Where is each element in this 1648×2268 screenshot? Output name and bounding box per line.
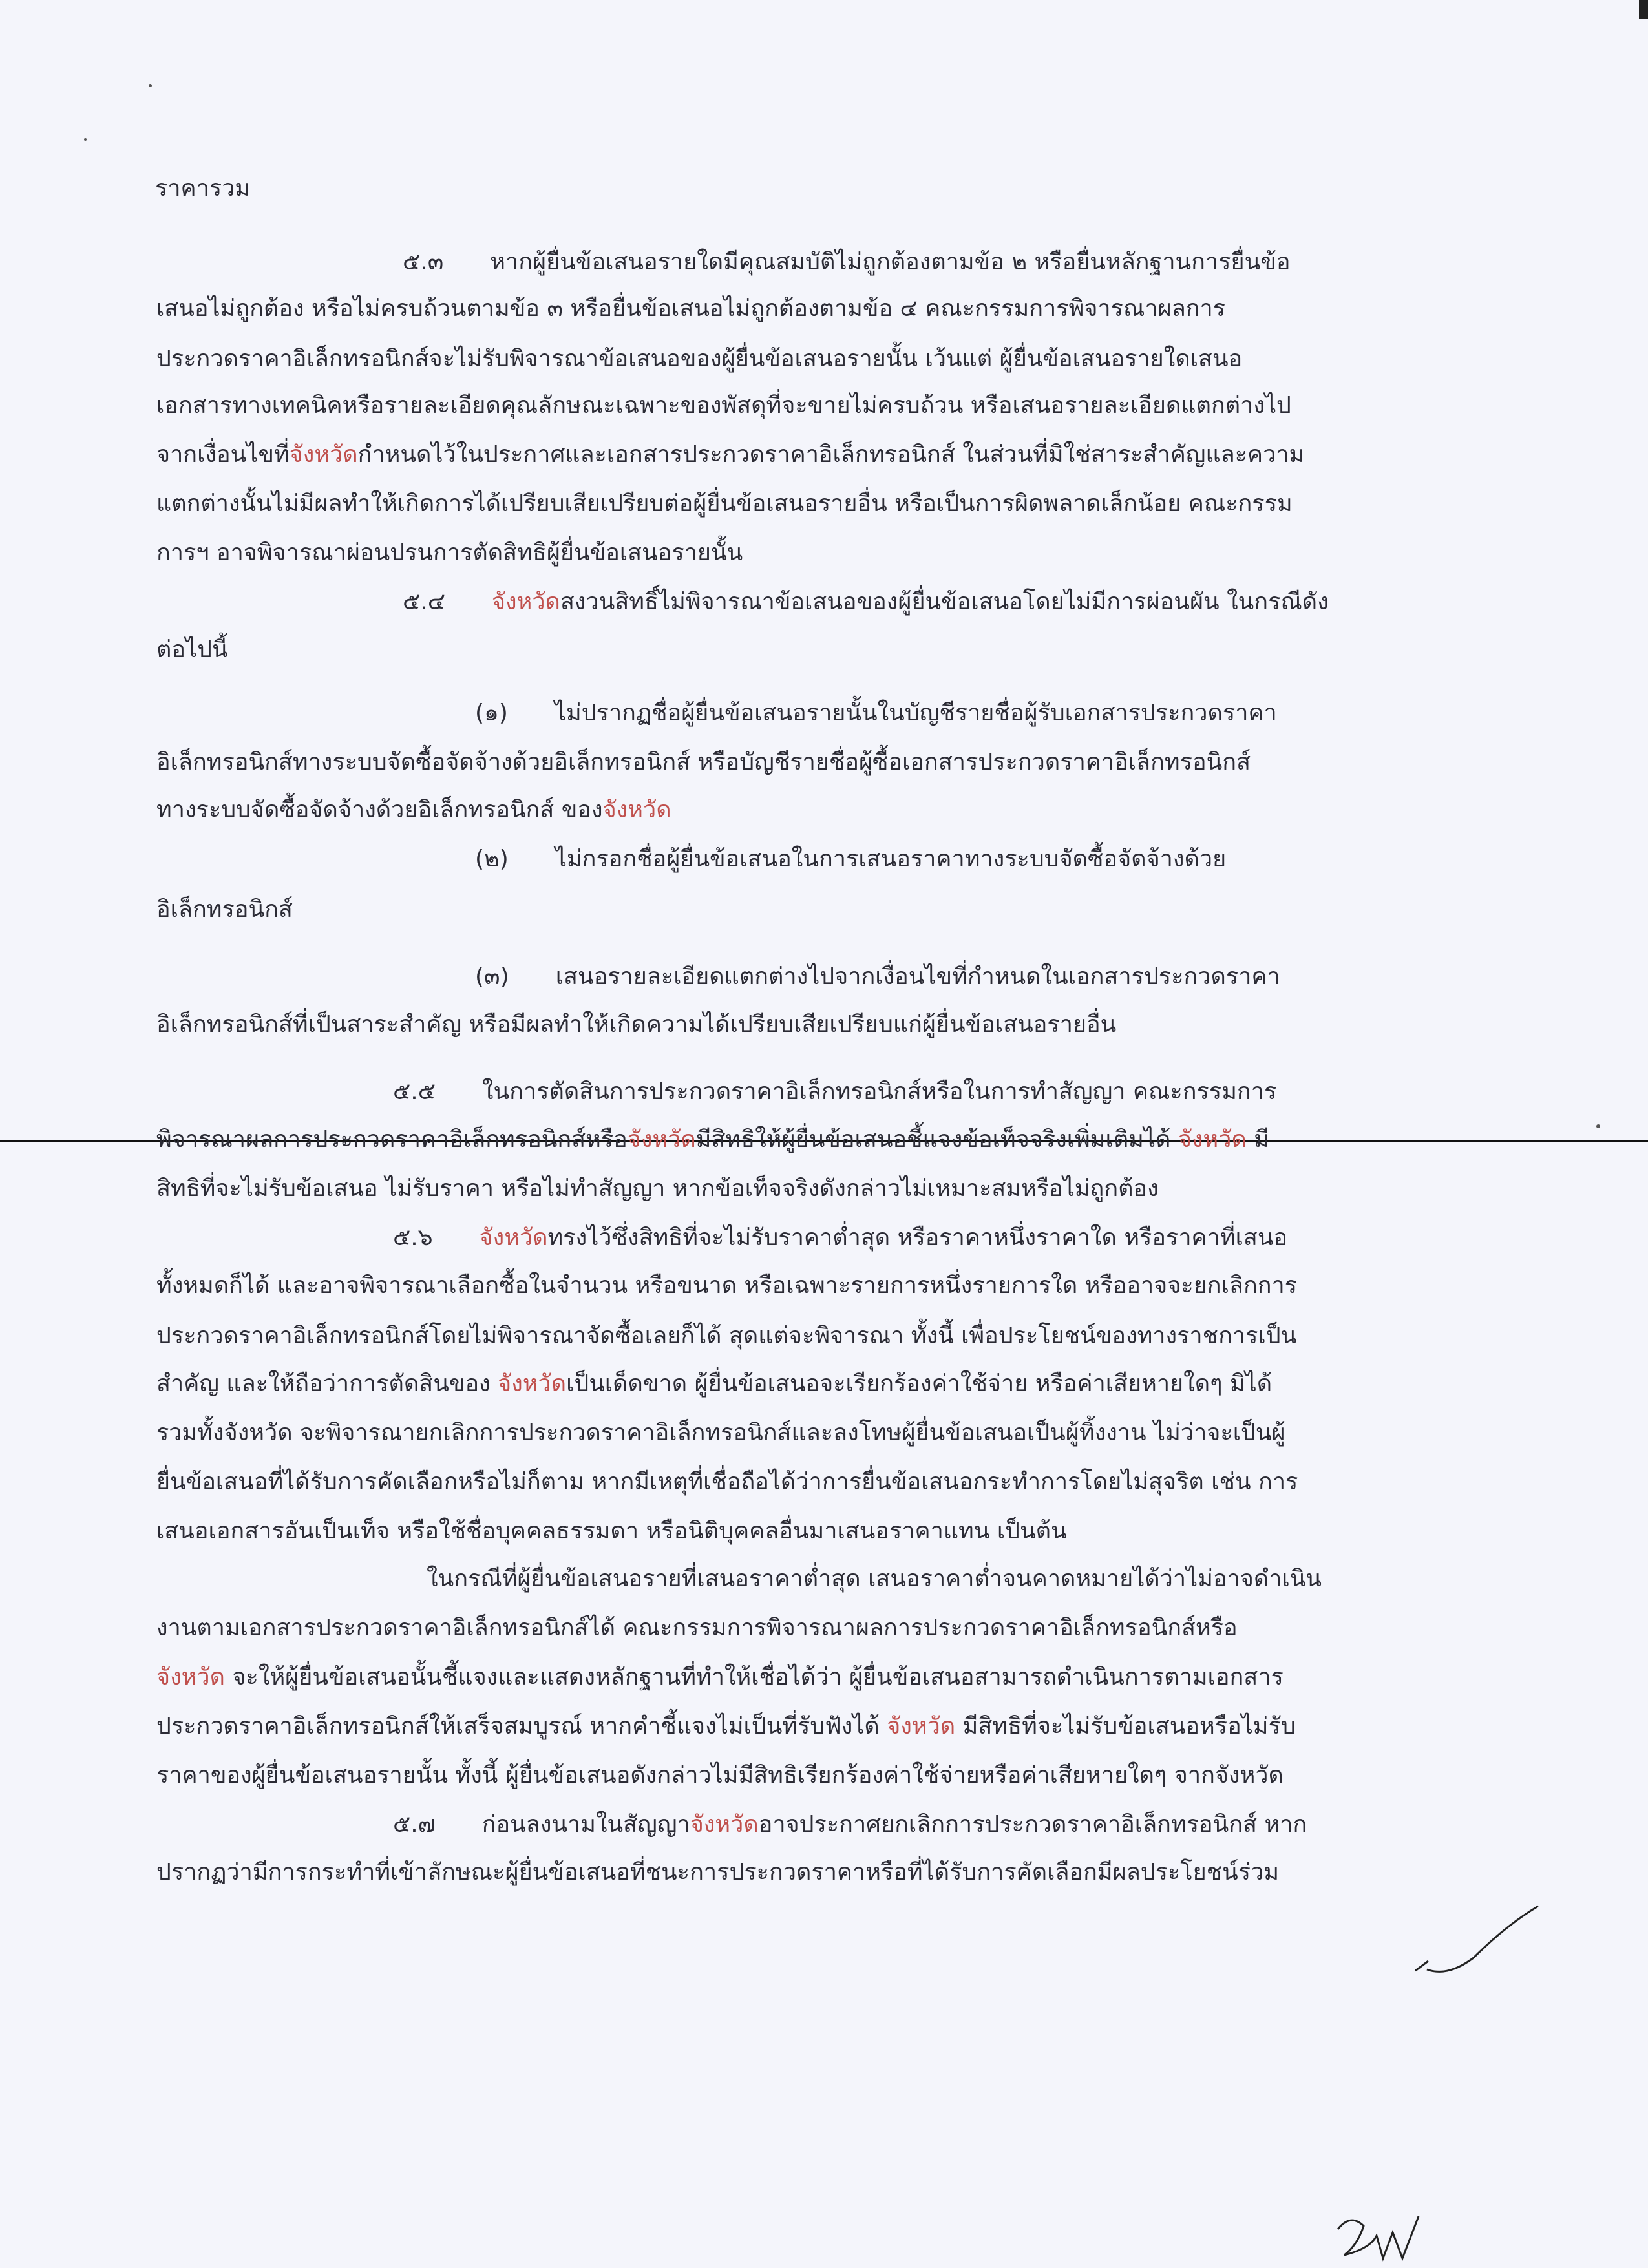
line-19: สิทธิที่จะไม่รับข้อเสนอ ไม่รับราคา หรือไม่ทำสัญญา หากข้อเท็จจริงดังกล่าวไม่เหมาะสมหรือไม่ถูกต้อง bbox=[156, 1175, 1159, 1202]
line-16: อิเล็กทรอนิกส์ที่เป็นสาระสำคัญ หรือมีผลทำให้เกิดความได้เปรียบเสียเปรียบแก่ผู้ยื่นข้อเสนอรายอื่น bbox=[156, 1011, 1117, 1038]
line-21: ทั้งหมดก็ได้ และอาจพิจารณาเลือกซื้อในจำนวน หรือขนาด หรือเฉพาะรายการหนึ่งรายการใด หรืออาจจะยกเลิกการ bbox=[156, 1272, 1298, 1299]
line-17: ๕.๕ ในการตัดสินการประกวดราคาอิเล็กทรอนิกส์หรือในการทำสัญญา คณะกรรมการ bbox=[393, 1078, 1277, 1105]
scan-speck bbox=[84, 138, 87, 141]
line-12: ทางระบบจัดซื้อจัดจ้างด้วยอิเล็กทรอนิกส์ ของจังหวัด bbox=[156, 797, 671, 823]
scan-speck bbox=[149, 84, 152, 87]
line-13: (๒) ไม่กรอกชื่อผู้ยื่นข้อเสนอในการเสนอราคาทางระบบจัดซื้อจัดจ้างด้วย bbox=[475, 846, 1227, 872]
line-4: เอกสารทางเทคนิคหรือรายละเอียดคุณลักษณะเฉพาะของพัสดุที่จะขายไม่ครบถ้วน หรือเสนอรายละเอียดแตกต่างไป bbox=[156, 392, 1291, 419]
line-32: ๕.๗ ก่อนลงนามในสัญญาจังหวัดอาจประกาศยกเลิกการประกวดราคาอิเล็กทรอนิกส์ หาก bbox=[393, 1811, 1307, 1838]
line-14: อิเล็กทรอนิกส์ bbox=[156, 896, 293, 923]
line-3: ประกวดราคาอิเล็กทรอนิกส์จะไม่รับพิจารณาข้อเสนอของผู้ยื่นข้อเสนอรายนั้น เว้นแต่ ผู้ยื่นข้อเสนอรายใดเสนอ bbox=[156, 346, 1243, 372]
line-25: ยื่นข้อเสนอที่ได้รับการคัดเลือกหรือไม่ก็ตาม หากมีเหตุที่เชื่อถือได้ว่าการยื่นข้อเสนอกระทำการโดยไม่สุจริต เช่น การ bbox=[156, 1469, 1298, 1495]
handwritten-initials bbox=[1331, 2210, 1435, 2268]
scan-edge-mark bbox=[1639, 0, 1648, 19]
line-5: จากเงื่อนไขที่จังหวัดกำหนดไว้ในประกาศและเอกสารประกวดราคาอิเล็กทรอนิกส์ ในส่วนที่มิใช่สาระสำคัญและความ bbox=[156, 441, 1305, 468]
line-23: สำคัญ และให้ถือว่าการตัดสินของ จังหวัดเป็นเด็ดขาด ผู้ยื่นข้อเสนอจะเรียกร้องค่าใช้จ่าย หรือค่าเสียหายใดๆ มิได้ bbox=[156, 1370, 1273, 1397]
line-10: (๑) ไม่ปรากฏชื่อผู้ยื่นข้อเสนอรายนั้นในบัญชีรายชื่อผู้รับเอกสารประกวดราคา bbox=[475, 700, 1277, 726]
line-27: ในกรณีที่ผู้ยื่นข้อเสนอรายที่เสนอราคาต่ำสุด เสนอราคาต่ำจนคาดหมายได้ว่าไม่อาจดำเนิน bbox=[427, 1566, 1322, 1592]
line-20: ๕.๖ จังหวัดทรงไว้ซึ่งสิทธิที่จะไม่รับราคาต่ำสุด หรือราคาหนึ่งราคาใด หรือราคาที่เสนอ bbox=[393, 1224, 1288, 1251]
line-9: ต่อไปนี้ bbox=[156, 636, 228, 663]
line-24: รวมทั้งจังหวัด จะพิจารณายกเลิกการประกวดราคาอิเล็กทรอนิกส์และลงโทษผู้ยื่นข้อเสนอเป็นผู้ทิ้งงาน ไม่ว่าจะเป็นผู้ bbox=[156, 1420, 1285, 1446]
line-6: แตกต่างนั้นไม่มีผลทำให้เกิดการได้เปรียบเสียเปรียบต่อผู้ยื่นข้อเสนอรายอื่น หรือเป็นการผิดพลาดเล็กน้อย คณะกรรม bbox=[156, 490, 1293, 517]
line-11: อิเล็กทรอนิกส์ทางระบบจัดซื้อจัดจ้างด้วยอิเล็กทรอนิกส์ หรือบัญชีรายชื่อผู้ซื้อเอกสารประกวดราคาอิเล็กทรอนิกส์ bbox=[156, 749, 1251, 775]
line-2: เสนอไม่ถูกต้อง หรือไม่ครบถ้วนตามข้อ ๓ หรือยื่นข้อเสนอไม่ถูกต้องตามข้อ ๔ คณะกรรมการพิจารณาผลการ bbox=[156, 295, 1226, 322]
line-30: ประกวดราคาอิเล็กทรอนิกส์ให้เสร็จสมบูรณ์ หากคำชี้แจงไม่เป็นที่รับฟังได้ จังหวัด มีสิทธิที่จะไม่รับข้อเสนอหรือไม่รับ bbox=[156, 1713, 1296, 1739]
checkmark-ink-mark bbox=[1409, 1900, 1558, 1984]
scan-speck bbox=[1596, 1124, 1600, 1128]
line-29: จังหวัด จะให้ผู้ยื่นข้อเสนอนั้นชี้แจงและแสดงหลักฐานที่ทำให้เชื่อได้ว่า ผู้ยื่นข้อเสนอสามารถดำเนินการตามเอกสาร bbox=[156, 1664, 1284, 1690]
line-1: ๕.๓ หากผู้ยื่นข้อเสนอรายใดมีคุณสมบัติไม่ถูกต้องตามข้อ ๒ หรือยื่นหลักฐานการยื่นข้อ bbox=[403, 249, 1291, 275]
line-33: ปรากฏว่ามีการกระทำที่เข้าลักษณะผู้ยื่นข้อเสนอที่ชนะการประกวดราคาหรือที่ได้รับการคัดเลือกมีผลประโยชน์ร่วม bbox=[156, 1859, 1280, 1885]
line-26: เสนอเอกสารอันเป็นเท็จ หรือใช้ชื่อบุคคลธรรมดา หรือนิติบุคคลอื่นมาเสนอราคาแทน เป็นต้น bbox=[156, 1518, 1067, 1544]
line-7: การฯ อาจพิจารณาผ่อนปรนการตัดสิทธิผู้ยื่นข้อเสนอรายนั้น bbox=[156, 540, 743, 566]
line-22: ประกวดราคาอิเล็กทรอนิกส์โดยไม่พิจารณาจัดซื้อเลยก็ได้ สุดแต่จะพิจารณา ทั้งนี้ เพื่อประโยชน์ของทางราชการเป็น bbox=[156, 1323, 1297, 1349]
line-8: ๕.๔ จังหวัดสงวนสิทธิ์ไม่พิจารณาข้อเสนอของผู้ยื่นข้อเสนอโดยไม่มีการผ่อนผัน ในกรณีดัง bbox=[403, 589, 1329, 615]
line-28: งานตามเอกสารประกวดราคาอิเล็กทรอนิกส์ได้ คณะกรรมการพิจารณาผลการประกวดราคาอิเล็กทรอนิกส์หรือ bbox=[156, 1615, 1238, 1641]
line-0: ราคารวม bbox=[155, 175, 251, 202]
line-31: ราคาของผู้ยื่นข้อเสนอรายนั้น ทั้งนี้ ผู้ยื่นข้อเสนอดังกล่าวไม่มีสิทธิเรียกร้องค่าใช้จ่ายหรือค่าเสียหายใดๆ จากจังหวัด bbox=[156, 1762, 1284, 1789]
line-18: พิจารณาผลการประกวดราคาอิเล็กทรอนิกส์หรือจังหวัดมีสิทธิให้ผู้ยื่นข้อเสนอชี้แจงข้อเท็จจริงเพิ่มเติมได้ จังหวัด มี bbox=[156, 1126, 1270, 1153]
line-15: (๓) เสนอรายละเอียดแตกต่างไปจากเงื่อนไขที่กำหนดในเอกสารประกวดราคา bbox=[475, 963, 1280, 990]
